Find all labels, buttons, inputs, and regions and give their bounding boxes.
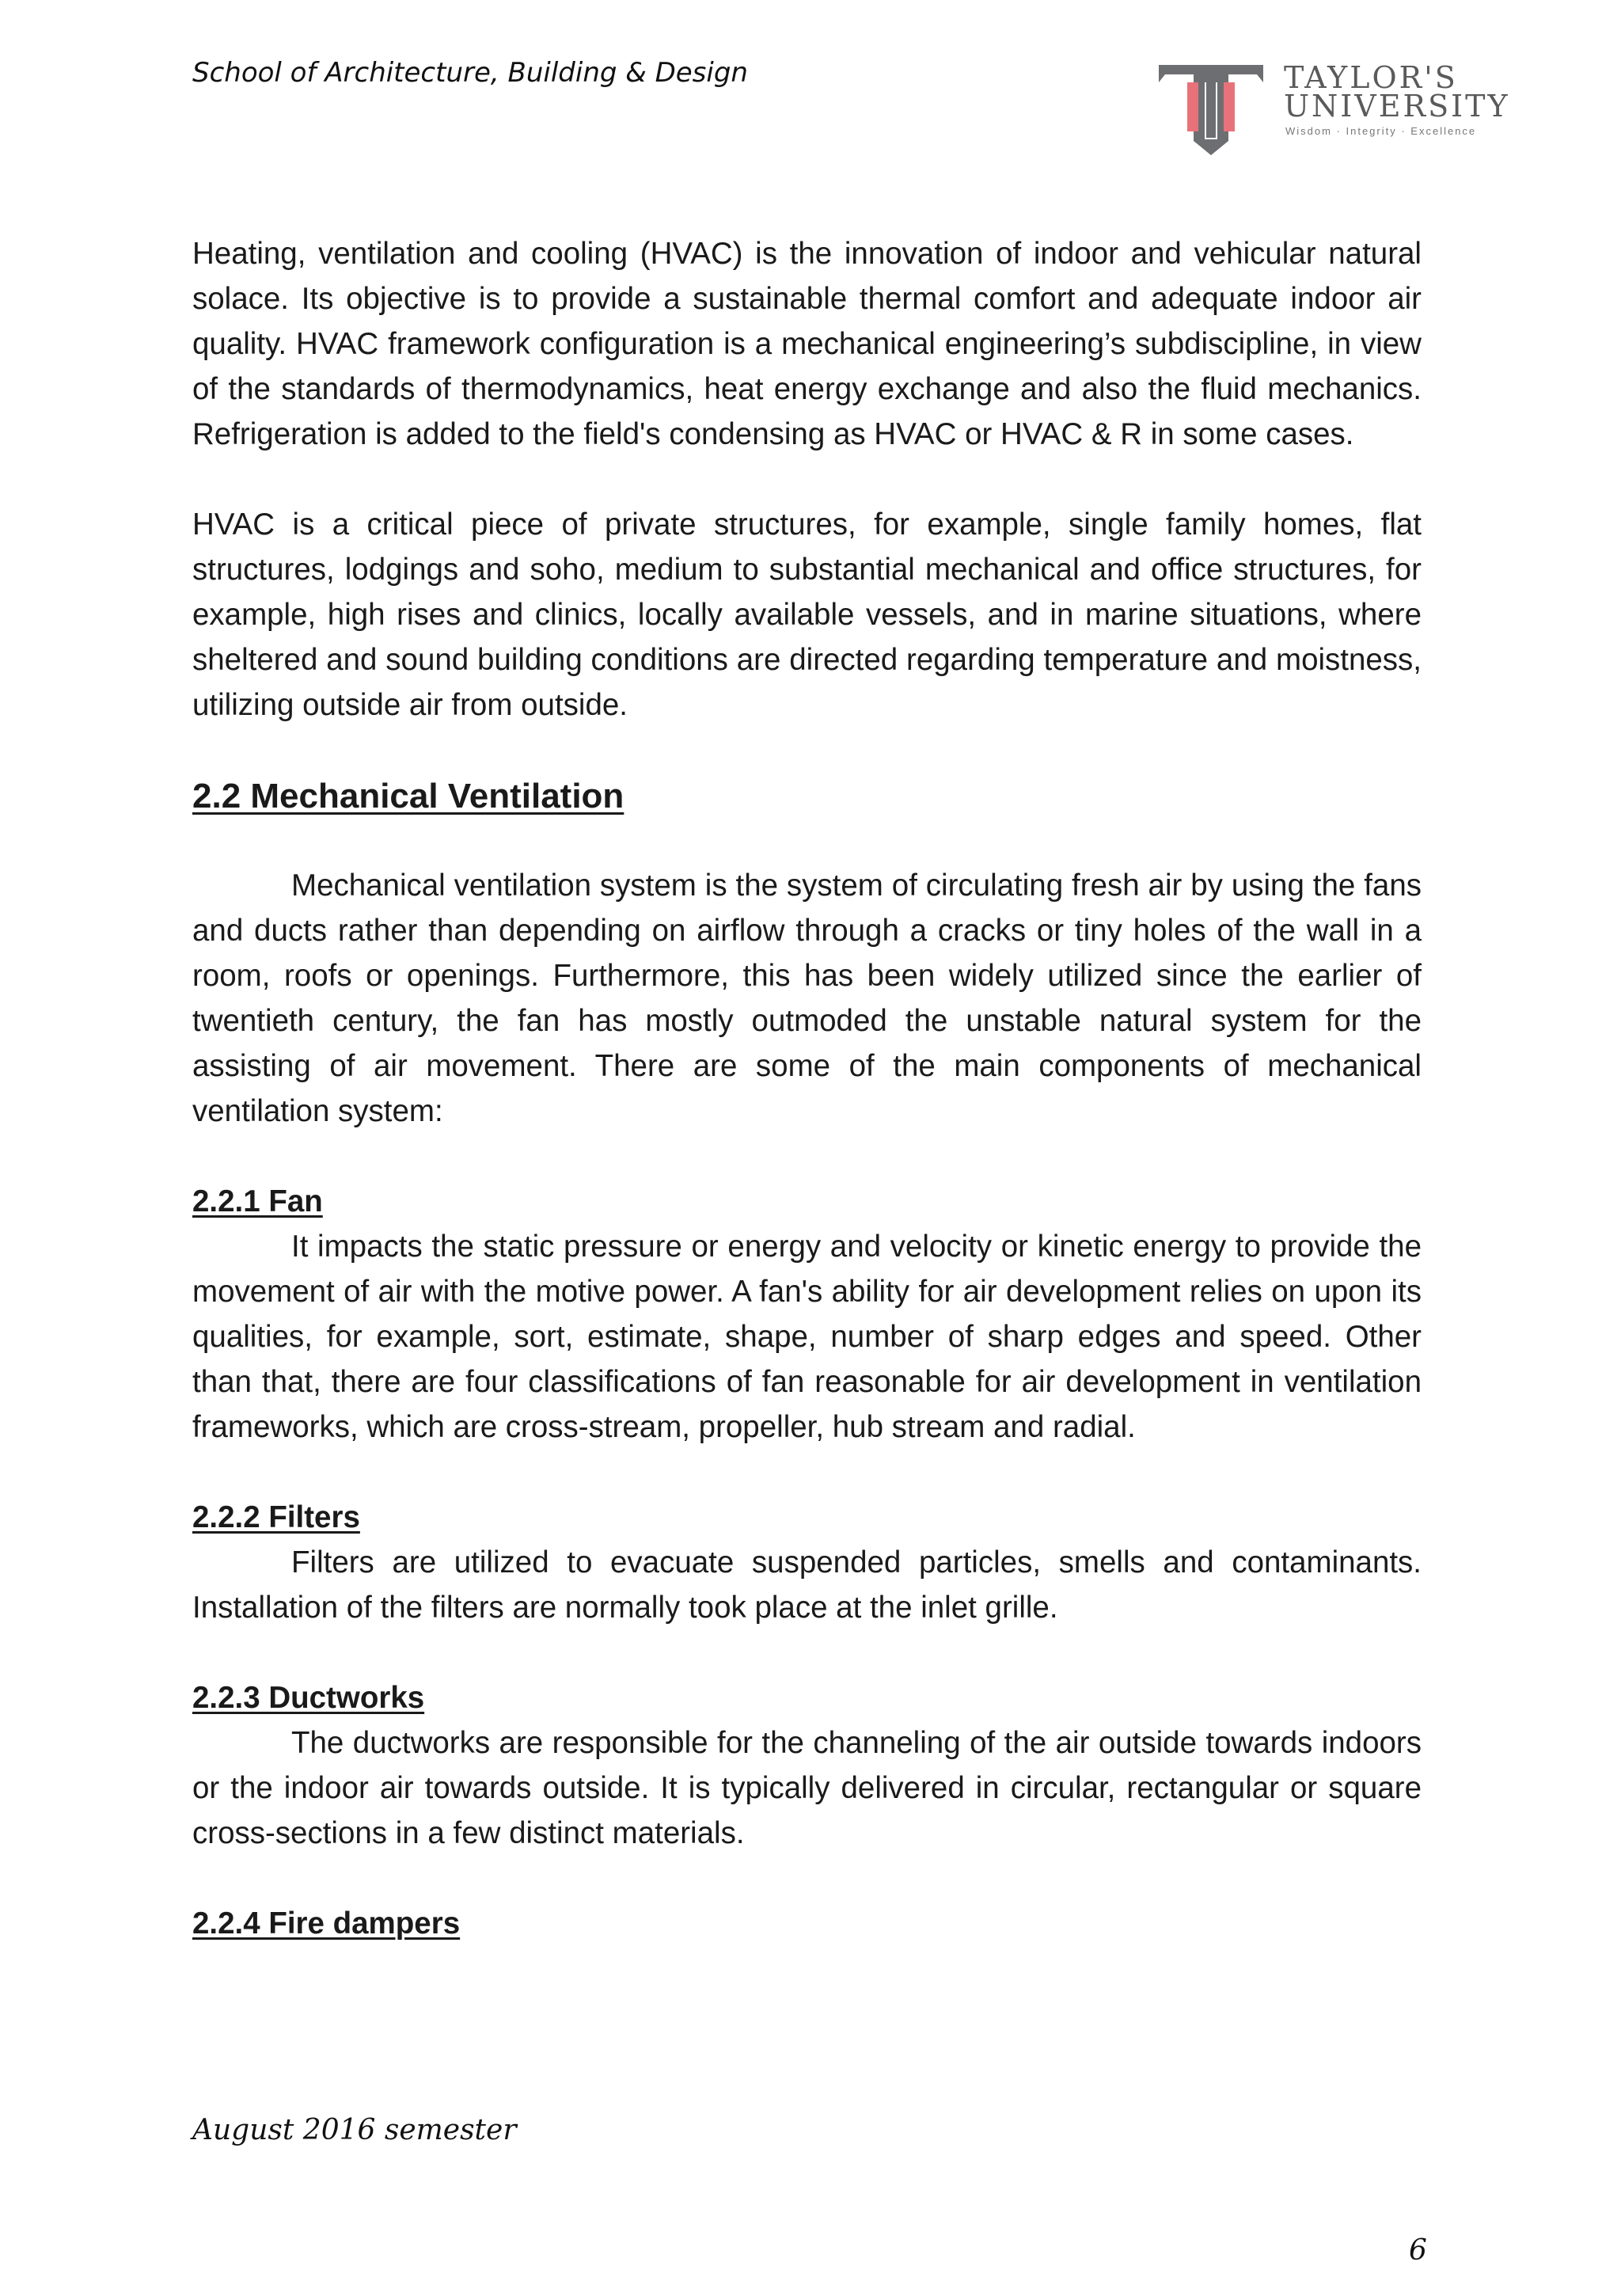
subsection-text-filters: Filters are utilized to evacuate suspended particles, smells and contaminants. Installation of the filters are normally took place at the inlet grille. [192, 1545, 1422, 1625]
university-logo [1156, 62, 1520, 157]
logo-name-line1: TAYLOR'S [1284, 60, 1458, 95]
page-number: 6 [1409, 2234, 1427, 2267]
document-body [192, 231, 1422, 1946]
intro-paragraph-1: Heating, ventilation and cooling (HVAC) is the innovation of indoor and vehicular natural solace. Its objective is to provide a sustainable thermal comfort and adequate indoor air quality. HVAC framework configuration is a mechanical engineering’s subdiscipline, in view of the standards of thermodynamics, heat energy exchange and also the fluid mechanics. Refrigeration is added to the field's condensing as HVAC or HVAC & R in some cases. [192, 237, 1422, 451]
logo-name-line2: UNIVERSITY [1284, 89, 1510, 124]
intro-paragraph-2: HVAC is a critical piece of private structures, for example, single family homes, flat structures, lodgings and soho, medium to substantial mechanical and office structures, for example, high rises and clinics, locally available vessels, and in marine situations, where sheltered and sound building conditions are directed regarding temperature and moistness, utilizing outside air from outside. [192, 507, 1422, 722]
subsection-heading-fan: 2.2.1 Fan [192, 1184, 323, 1218]
footer-semester: August 2016 semester [192, 2114, 517, 2146]
logo-emblem-icon [1156, 62, 1266, 157]
subsection-text-fan: It impacts the static pressure or energy and velocity or kinetic energy to provide the movement of air with the motive power. A fan's ability for air development relies on upon its qualities, for example, sort, estimate, shape, number of sharp edges and speed. Other than that, there are four classifications of fan reasonable for air development in ventilation frameworks, which are cross-stream, propeller, hub stream and radial. [192, 1230, 1422, 1444]
logo-tagline: Wisdom · Integrity · Excellence [1285, 125, 1477, 137]
section-heading: 2.2 Mechanical Ventilation [192, 777, 624, 815]
subsection-heading-filters: 2.2.2 Filters [192, 1500, 360, 1534]
section-paragraph: Mechanical ventilation system is the system of circulating fresh air by using the fans and ducts rather than depending on airflow through a cracks or tiny holes of the wall in a room, roofs or openings. Furthermore, this has been widely utilized since the earlier of twentieth century, the fan has mostly outmoded the unstable natural system for the assisting of air movement. There are some of the main components of mechanical ventilation system: [192, 869, 1422, 1128]
subsection-heading-ductworks: 2.2.3 Ductworks [192, 1681, 425, 1715]
header-school-name: School of Architecture, Building & Design [192, 57, 748, 89]
subsection-heading-fire-dampers: 2.2.4 Fire dampers [192, 1906, 461, 1941]
subsection-text-ductworks: The ductworks are responsible for the channeling of the air outside towards indoors or the indoor air towards outside. It is typically delivered in circular, rectangular or square cross-sections in a few distinct materials. [192, 1726, 1422, 1850]
